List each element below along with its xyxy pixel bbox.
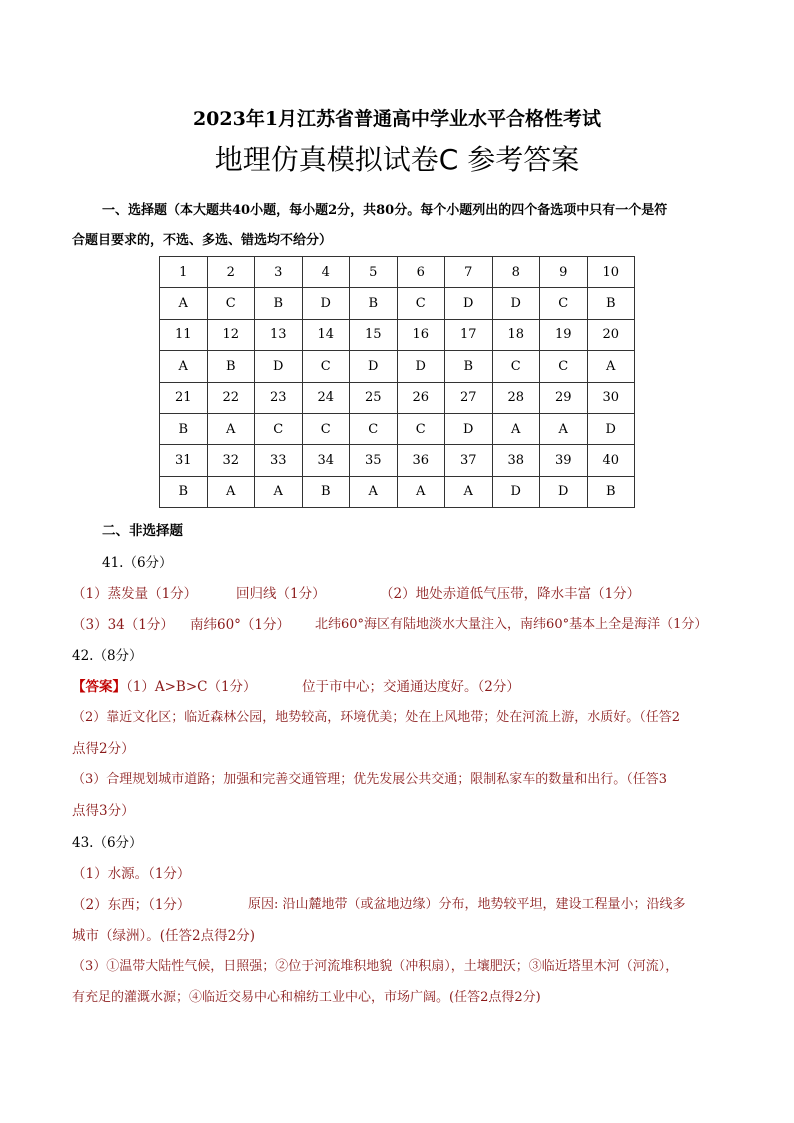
question-number-cell: 23 xyxy=(255,382,303,413)
q43-answer-2-cont: 城市（绿洲）。(任答2点得2分) xyxy=(72,928,255,944)
answer-cell: A xyxy=(492,413,540,444)
answer-cell: B xyxy=(160,476,208,507)
answer-cell: D xyxy=(255,351,303,382)
question-number-cell: 19 xyxy=(540,319,588,350)
q41-answer-1a: （1）蒸发量（1分） xyxy=(72,586,198,602)
question-number-cell: 29 xyxy=(540,382,588,413)
answer-cell: D xyxy=(492,476,540,507)
answer-cell: D xyxy=(350,351,398,382)
answer-cell: B xyxy=(587,476,635,507)
question-number-cell: 7 xyxy=(445,257,493,288)
q43-answer-2a: （2）东西；（1分） xyxy=(72,897,191,913)
question-number-cell: 4 xyxy=(302,257,350,288)
answer-row xyxy=(160,351,635,382)
answer-cell: A xyxy=(207,476,255,507)
answer-cell: A xyxy=(160,288,208,319)
question-number-cell: 16 xyxy=(397,319,445,350)
q42-answer-1a: （1）A>B>C（1分） xyxy=(126,679,257,695)
answer-cell: D xyxy=(302,288,350,319)
question-number-row xyxy=(160,382,635,413)
question-number-cell: 35 xyxy=(350,445,398,476)
answer-table xyxy=(159,256,635,508)
answer-row xyxy=(160,413,635,444)
answer-cell: B xyxy=(445,351,493,382)
answer-cell: C xyxy=(207,288,255,319)
question-number-row xyxy=(160,257,635,288)
answer-cell: A xyxy=(160,351,208,382)
question-number-cell: 5 xyxy=(350,257,398,288)
question-number-cell: 36 xyxy=(397,445,445,476)
answer-cell: D xyxy=(540,476,588,507)
question-number-cell: 9 xyxy=(540,257,588,288)
question-number-cell: 12 xyxy=(207,319,255,350)
question-number-row xyxy=(160,319,635,350)
q43-label: 43.（6分） xyxy=(72,835,143,851)
q42-answer-2: （2）靠近文化区；临近森林公园，地势较高，环境优美；处在上风地带；处在河流上游，水质好。（任答2 xyxy=(72,710,681,725)
question-number-cell: 24 xyxy=(302,382,350,413)
q41-label: 41.（6分） xyxy=(102,555,173,571)
q42-answer-1 xyxy=(72,677,257,697)
question-number-cell: 40 xyxy=(587,445,635,476)
question-number-cell: 13 xyxy=(255,319,303,350)
question-number-cell: 30 xyxy=(587,382,635,413)
part1-heading-line2: 合题目要求的，不选、多选、错选均不给分） xyxy=(72,233,333,248)
answer-cell: C xyxy=(302,351,350,382)
answer-cell: B xyxy=(207,351,255,382)
question-number-cell: 11 xyxy=(160,319,208,350)
question-number-cell: 3 xyxy=(255,257,303,288)
question-number-cell: 20 xyxy=(587,319,635,350)
q43-answer-3-cont: 有充足的灌溉水源；④临近交易中心和棉纺工业中心，市场广阔。(任答2点得2分) xyxy=(72,990,541,1005)
part1-heading-line1: 一、选择题（本大题共40小题，每小题2分，共80分。每个小题列出的四个备选项中只有一个是符 xyxy=(102,203,668,218)
part2-heading: 二、非选择题 xyxy=(102,523,183,539)
answer-cell: D xyxy=(492,288,540,319)
answer-cell: D xyxy=(587,413,635,444)
answer-cell: A xyxy=(207,413,255,444)
answer-cell: B xyxy=(587,288,635,319)
answer-cell: A xyxy=(350,476,398,507)
question-number-cell: 10 xyxy=(587,257,635,288)
question-number-cell: 34 xyxy=(302,445,350,476)
q43-answer-3: （3）①温带大陆性气候，日照强；②位于河流堆积地貌（冲积扇），土壤肥沃；③临近塔里木河（河流）， xyxy=(72,959,679,974)
question-number-cell: 33 xyxy=(255,445,303,476)
question-number-cell: 15 xyxy=(350,319,398,350)
q41-answer-3b: 南纬60°（1分） xyxy=(190,617,291,633)
answer-cell: B xyxy=(350,288,398,319)
question-number-cell: 6 xyxy=(397,257,445,288)
answer-cell: C xyxy=(540,351,588,382)
q42-answer-2-cont: 点得2分） xyxy=(72,741,135,757)
answer-cell: A xyxy=(540,413,588,444)
q41-answer-3a: （3）34（1分） xyxy=(72,617,174,633)
answer-cell: C xyxy=(350,413,398,444)
answer-row xyxy=(160,476,635,507)
question-number-cell: 37 xyxy=(445,445,493,476)
question-number-cell: 8 xyxy=(492,257,540,288)
question-number-cell: 28 xyxy=(492,382,540,413)
question-number-cell: 1 xyxy=(160,257,208,288)
question-number-cell: 39 xyxy=(540,445,588,476)
exam-title: 2023年1月江苏省普通高中学业水平合格性考试 xyxy=(192,108,602,130)
question-number-cell: 2 xyxy=(207,257,255,288)
q43-answer-1: （1）水源。（1分） xyxy=(72,866,191,882)
q42-answer-1b: 位于市中心；交通通达度好。（2分） xyxy=(302,679,520,695)
answer-cell: A xyxy=(587,351,635,382)
q41-answer-1b: 回归线（1分） xyxy=(236,586,326,602)
answer-cell: D xyxy=(445,413,493,444)
question-number-cell: 38 xyxy=(492,445,540,476)
answer-cell: D xyxy=(397,351,445,382)
question-number-cell: 22 xyxy=(207,382,255,413)
question-number-cell: 17 xyxy=(445,319,493,350)
answer-cell: B xyxy=(255,288,303,319)
q42-answer-3-cont: 点得3分） xyxy=(72,803,135,819)
question-number-cell: 14 xyxy=(302,319,350,350)
answer-cell: C xyxy=(492,351,540,382)
answer-cell: A xyxy=(445,476,493,507)
question-number-row xyxy=(160,445,635,476)
answer-cell: C xyxy=(540,288,588,319)
answer-cell: C xyxy=(397,288,445,319)
question-number-cell: 26 xyxy=(397,382,445,413)
question-number-cell: 32 xyxy=(207,445,255,476)
question-number-cell: 27 xyxy=(445,382,493,413)
answer-row xyxy=(160,288,635,319)
q41-answer-2: （2）地处赤道低气压带，降水丰富（1分） xyxy=(380,586,641,602)
answer-cell: A xyxy=(397,476,445,507)
answer-cell: D xyxy=(445,288,493,319)
answer-cell: A xyxy=(255,476,303,507)
question-number-cell: 31 xyxy=(160,445,208,476)
q42-answer-3: （3）合理规划城市道路；加强和完善交通管理；优先发展公共交通；限制私家车的数量和出行。（任答3 xyxy=(72,772,668,787)
answer-cell: B xyxy=(302,476,350,507)
question-number-cell: 21 xyxy=(160,382,208,413)
q43-answer-2b: 原因: 沿山麓地带（或盆地边缘）分布，地势较平坦，建设工程量小；沿线多 xyxy=(248,897,686,912)
question-number-cell: 18 xyxy=(492,319,540,350)
answer-cell: C xyxy=(302,413,350,444)
answer-cell: C xyxy=(255,413,303,444)
answer-cell: C xyxy=(397,413,445,444)
answer-cell: B xyxy=(160,413,208,444)
answer-key-subtitle: 地理仿真模拟试卷C 参考答案 xyxy=(214,143,580,176)
answer-tag: 【答案】 xyxy=(72,679,126,695)
q42-label: 42.（8分） xyxy=(72,648,143,664)
q41-answer-3c: 北纬60°海区有陆地淡水大量注入，南纬60°基本上全是海洋（1分） xyxy=(315,617,708,632)
question-number-cell: 25 xyxy=(350,382,398,413)
